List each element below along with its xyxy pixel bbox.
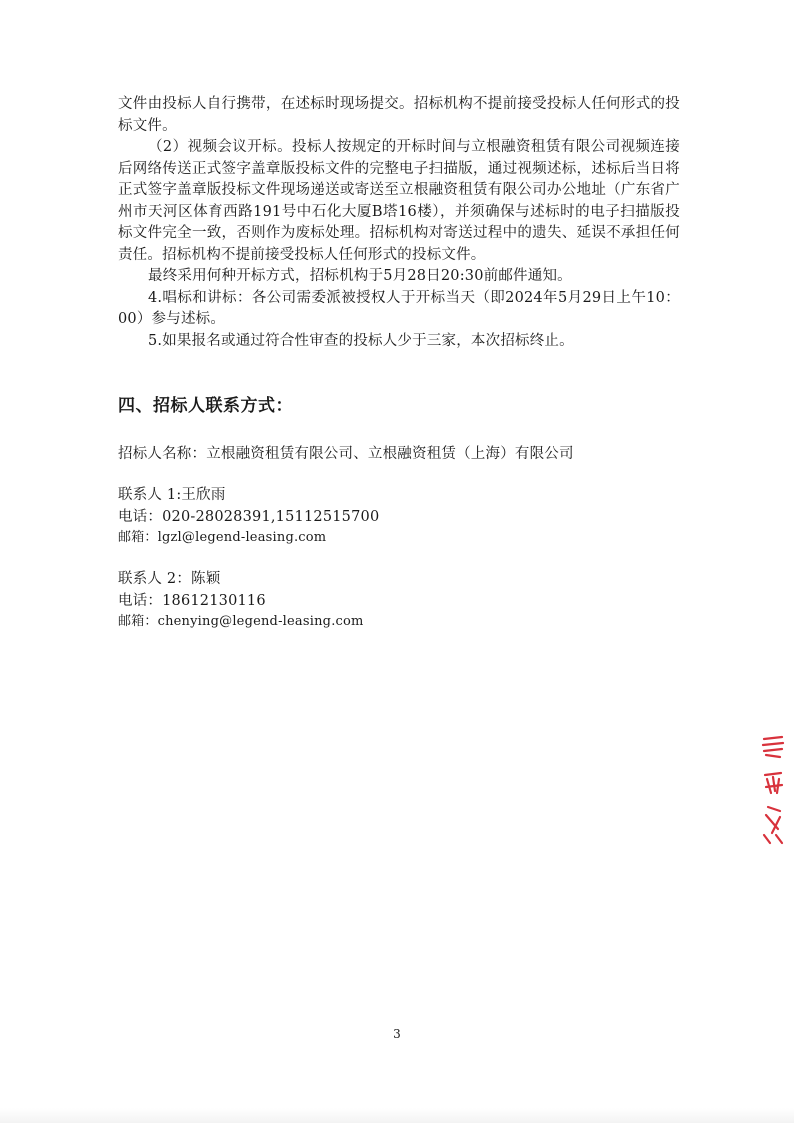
- seal-stamp-fragment: [758, 735, 788, 845]
- paragraph-bid-presentation: 4.唱标和讲标：各公司需委派被授权人于开标当天（即2024年5月29日上午10：00）参与述标。: [118, 289, 680, 327]
- contact1-email: 邮箱：lgzl@legend-leasing.com: [118, 530, 327, 545]
- tenderer-name: 招标人名称：立根融资租赁有限公司、立根融资租赁（上海）有限公司: [118, 446, 574, 462]
- paragraph-continuation: 文件由投标人自行携带，在述标时现场提交。招标机构不提前接受投标人任何形式的投标文件。: [118, 96, 680, 134]
- paragraph-video-bidding: （2）视频会议开标。投标人按规定的开标时间与立根融资租赁有限公司视频连接后网络传送正式签字盖章版投标文件的完整电子扫描版，通过视频述标，述标后当日将正式签字盖章版投标文件现场递送或寄送至立根融资租赁有限公司办公地址（广东省广州市天河区体育西路191号中石化大厦B塔16楼），并须确保与述标时的电子扫描版投标文件完全一致，否则作为废标处理。招标机构对寄送过程中的遗失、延误不承担任何责任。招标机构不提前接受投标人任何形式的投标文件。: [118, 139, 680, 263]
- contact2-name: 联系人 2：陈颖: [118, 571, 221, 587]
- contact1-name: 联系人 1:王欣雨: [118, 487, 226, 503]
- section-heading: 四、招标人联系方式：: [118, 396, 293, 416]
- paragraph-termination: 5.如果报名或通过符合性审查的投标人少于三家，本次招标终止。: [148, 332, 574, 349]
- scan-edge: [0, 1108, 794, 1123]
- paragraph-notification: 最终采用何种开标方式，招标机构于5月28日20:30前邮件通知。: [148, 268, 572, 284]
- page-number: 3: [393, 1027, 401, 1041]
- contact2-phone: 电话：18612130116: [118, 593, 266, 609]
- contact2-email: 邮箱：chenying@legend-leasing.com: [118, 614, 364, 629]
- contact1-phone: 电话：020-28028391,15112515700: [118, 509, 380, 525]
- body-text-block: [118, 94, 680, 352]
